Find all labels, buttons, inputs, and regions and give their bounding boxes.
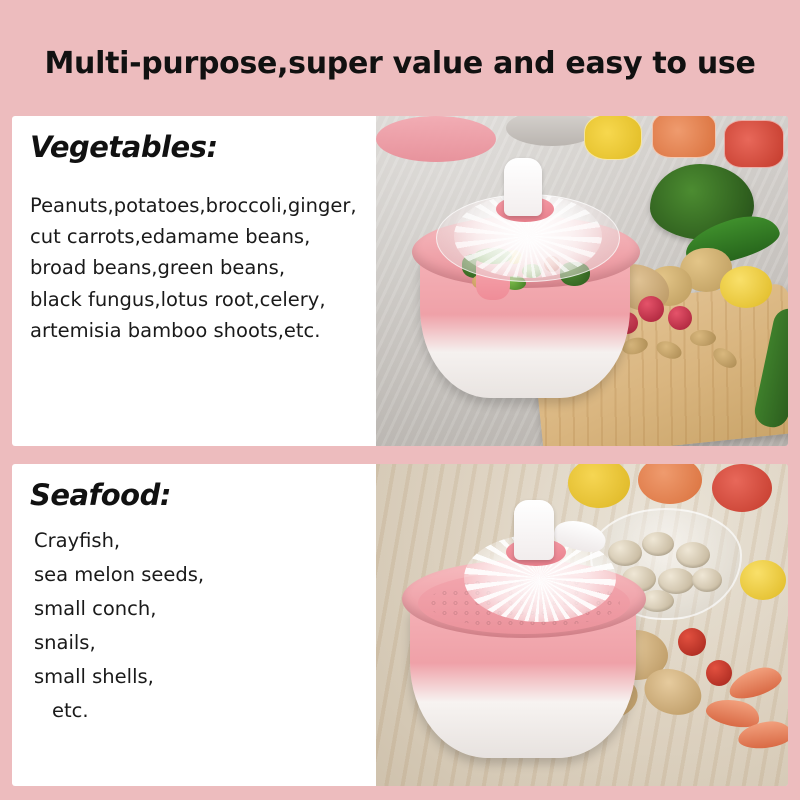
vegetables-card bbox=[12, 116, 788, 446]
seafood-list bbox=[34, 524, 364, 728]
seafood-line: sea melon seeds, bbox=[34, 562, 205, 586]
seafood-line: etc. bbox=[52, 698, 89, 722]
seafood-line: Crayfish, bbox=[34, 529, 121, 552]
radish bbox=[668, 306, 692, 330]
vegetables-line: broad beans,green beans, bbox=[30, 256, 286, 280]
white-push-handle bbox=[504, 158, 542, 216]
white-push-handle bbox=[514, 500, 554, 560]
clam bbox=[692, 568, 722, 592]
seafood-title: Seafood: bbox=[30, 478, 171, 512]
orange-yarn-ball bbox=[652, 116, 716, 158]
vegetables-text-panel bbox=[12, 116, 376, 446]
page-title: Multi-purpose,super value and easy to use bbox=[44, 46, 756, 81]
seafood-line: small conch, bbox=[34, 596, 157, 620]
vegetables-photo bbox=[376, 116, 788, 446]
vegetables-line: cut carrots,edamame beans, bbox=[30, 225, 311, 249]
vegetables-list bbox=[30, 190, 364, 346]
cherry-tomato bbox=[678, 628, 706, 656]
seafood-text-panel bbox=[12, 464, 376, 786]
seafood-line: small shells, bbox=[34, 664, 154, 688]
red-yarn-ball bbox=[724, 120, 784, 168]
lemon bbox=[740, 560, 786, 600]
seafood-card bbox=[12, 464, 788, 786]
salad-spinner bbox=[402, 498, 652, 758]
cherry-tomato bbox=[706, 660, 732, 686]
seafood-line: snails, bbox=[34, 630, 96, 654]
peanut bbox=[690, 330, 716, 346]
lemon bbox=[720, 266, 772, 308]
vegetables-line: Peanuts,potatoes,broccoli,ginger, bbox=[30, 194, 357, 217]
red-yarn-ball bbox=[712, 464, 772, 512]
yellow-yarn-ball bbox=[584, 116, 642, 160]
vegetables-line: artemisia bamboo shoots,etc. bbox=[30, 318, 321, 342]
pink-strainer-plate bbox=[376, 116, 496, 162]
clam bbox=[676, 542, 710, 568]
salad-spinner bbox=[410, 160, 646, 390]
seafood-photo bbox=[376, 464, 788, 786]
vegetables-line: black fungus,lotus root,celery, bbox=[30, 287, 326, 311]
vegetables-title: Vegetables: bbox=[30, 130, 218, 164]
